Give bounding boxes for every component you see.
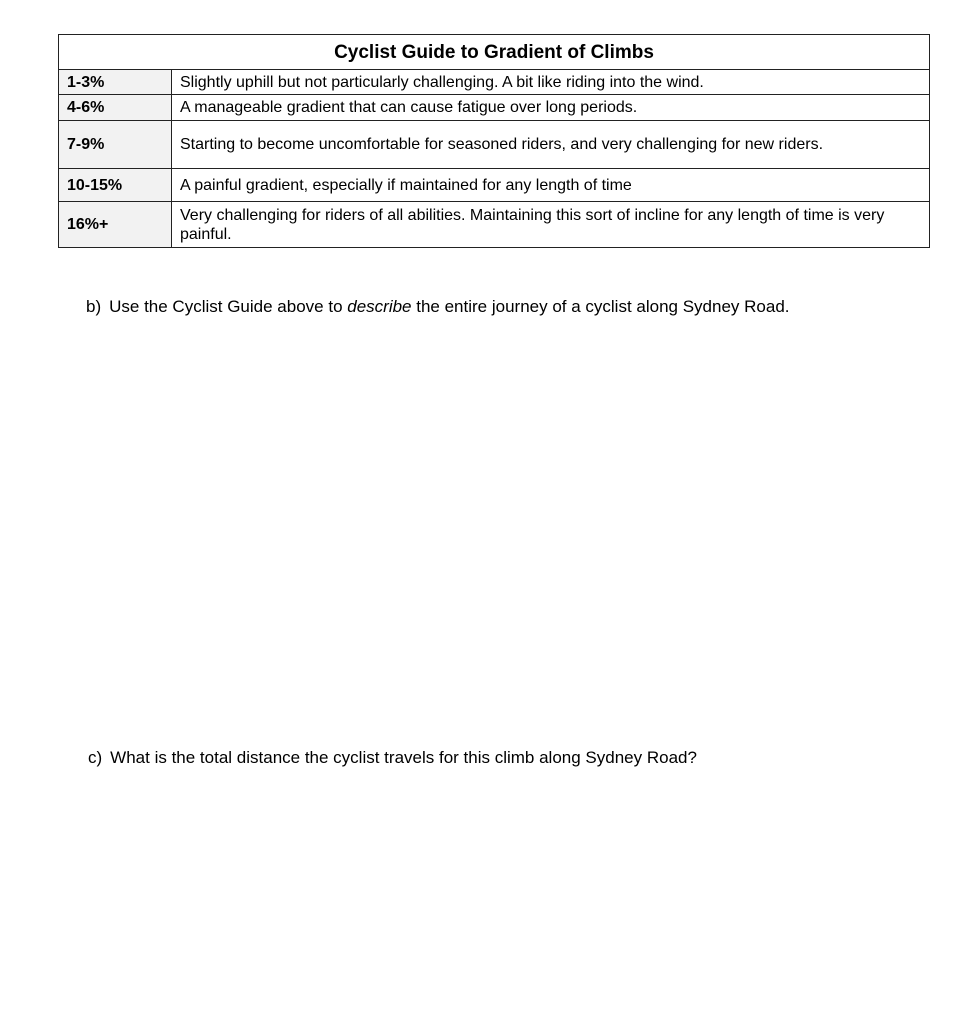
table-header-row	[59, 35, 930, 70]
table-row	[59, 70, 930, 95]
question-b-text-before: Use the Cyclist Guide above to	[109, 297, 348, 316]
gradient-description-cell: A painful gradient, especially if maintained for any length of time	[172, 169, 930, 202]
gradient-guide-table	[58, 34, 930, 248]
table-row	[59, 95, 930, 121]
gradient-range-cell: 10-15%	[59, 169, 172, 202]
question-c-text: What is the total distance the cyclist travels for this climb along Sydney Road?	[110, 748, 697, 767]
gradient-range-cell: 7-9%	[59, 121, 172, 169]
table-row	[59, 202, 930, 248]
gradient-description-cell: Starting to become uncomfortable for seasoned riders, and very challenging for new riders.	[172, 121, 930, 169]
gradient-range-cell: 16%+	[59, 202, 172, 248]
gradient-description-cell: A manageable gradient that can cause fatigue over long periods.	[172, 95, 930, 121]
question-b-emphasis: describe	[347, 297, 412, 316]
gradient-range-cell: 1-3%	[59, 70, 172, 95]
question-b	[86, 297, 790, 317]
question-c	[88, 748, 697, 768]
table-row	[59, 169, 930, 202]
gradient-description-cell: Slightly uphill but not particularly challenging. A bit like riding into the wind.	[172, 70, 930, 95]
gradient-description-cell: Very challenging for riders of all abilities. Maintaining this sort of incline for any length of time is very painful.	[172, 202, 930, 248]
question-b-text-after: the entire journey of a cyclist along Sydney Road.	[411, 297, 790, 316]
table-title: Cyclist Guide to Gradient of Climbs	[59, 35, 930, 70]
question-b-label: b)	[86, 297, 102, 316]
question-c-label: c)	[88, 748, 103, 767]
gradient-range-cell: 4-6%	[59, 95, 172, 121]
table-row	[59, 121, 930, 169]
